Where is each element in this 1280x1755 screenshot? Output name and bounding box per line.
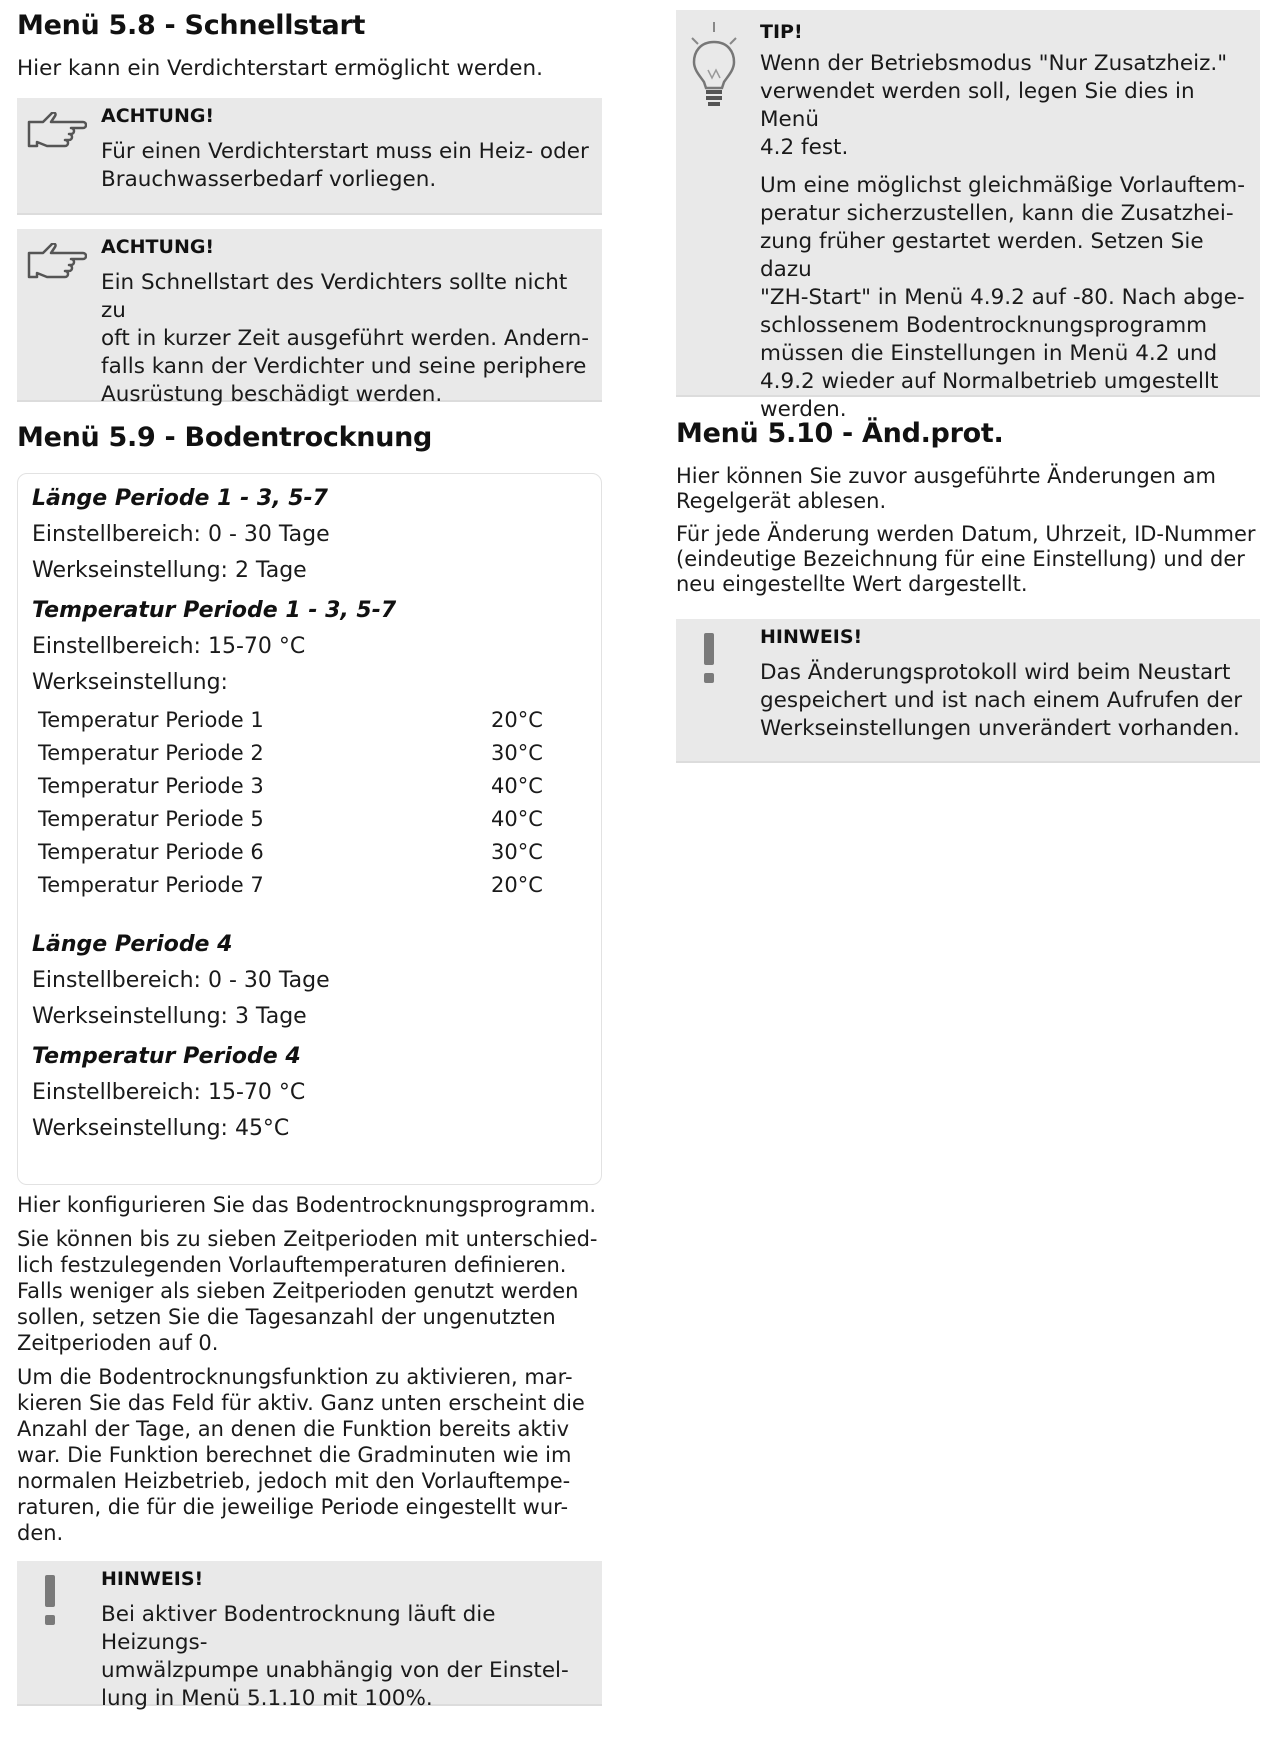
callout-line: Ausrüstung beschädigt werden.: [101, 382, 443, 407]
callout-title: HINWEIS!: [101, 1568, 204, 1590]
setting-range: Einstellbereich: 0 - 30 Tage: [32, 522, 330, 547]
pointing-hand-icon: [25, 243, 87, 287]
callout-title: HINWEIS!: [760, 626, 863, 648]
callout-line: Für einen Verdichterstart muss ein Heiz- oder: [101, 139, 589, 164]
paragraph-line: kieren Sie das Feld für aktiv. Ganz unten erscheint die: [17, 1391, 585, 1415]
setting-heading: Temperatur Periode 1 - 3, 5-7: [32, 598, 397, 623]
period-value: 20°C: [491, 708, 543, 732]
period-value: 30°C: [491, 840, 543, 864]
intro-menu-5-8: Hier kann ein Verdichterstart ermöglicht werden.: [17, 56, 543, 81]
callout-line: lung in Menü 5.1.10 mit 100%.: [101, 1686, 433, 1711]
heading-menu-5-10: Menü 5.10 - Änd.prot.: [676, 418, 1004, 449]
callout-line: 4.2 fest.: [760, 135, 849, 160]
paragraph-line: Um die Bodentrocknungsfunktion zu aktivieren, mar-: [17, 1365, 573, 1389]
paragraph-line: neu eingestellte Wert dargestellt.: [676, 572, 1028, 596]
callout-line: umwälzpumpe unabhängig von der Einstel-: [101, 1658, 569, 1683]
setting-range: Einstellbereich: 15-70 °C: [32, 634, 306, 659]
exclamation-icon: [41, 1575, 59, 1631]
setting-heading: Länge Periode 4: [32, 932, 233, 957]
callout-line: gespeichert und ist nach einem Aufrufen der: [760, 688, 1243, 713]
exclamation-icon: [700, 633, 718, 689]
callout-line: "ZH-Start" in Menü 4.9.2 auf -80. Nach abge-: [760, 285, 1245, 310]
callout-line: Um eine möglichst gleichmäßige Vorlauftem-: [760, 173, 1245, 198]
callout-line: verwendet werden soll, legen Sie dies in Menü: [760, 79, 1195, 132]
period-value: 40°C: [491, 774, 543, 798]
paragraph-line: (eindeutige Bezeichnung für eine Einstellung) und der: [676, 547, 1245, 571]
setting-heading: Temperatur Periode 4: [32, 1044, 301, 1069]
callout-line: falls kann der Verdichter und seine periphere: [101, 354, 587, 379]
paragraph-line: sollen, setzen Sie die Tagesanzahl der ungenutzten: [17, 1305, 556, 1329]
period-value: 20°C: [491, 873, 543, 897]
heading-menu-5-9: Menü 5.9 - Bodentrocknung: [17, 422, 433, 453]
paragraph-line: Zeitperioden auf 0.: [17, 1331, 219, 1355]
paragraph-line: lich festzulegenden Vorlauftemperaturen definieren.: [17, 1253, 567, 1277]
paragraph-line: Für jede Änderung werden Datum, Uhrzeit, ID-Nummer: [676, 522, 1256, 546]
paragraph-block: [17, 1192, 617, 1546]
paragraph-line: Regelgerät ablesen.: [676, 489, 887, 513]
period-name: Temperatur Periode 2: [38, 741, 264, 765]
callout-line: Wenn der Betriebsmodus "Nur Zusatzheiz.": [760, 51, 1228, 76]
callout-body: [101, 269, 594, 409]
lightbulb-icon: [684, 20, 744, 114]
setting-heading: Länge Periode 1 - 3, 5-7: [32, 486, 328, 511]
tip-paragraph-2: [760, 172, 1252, 424]
callout-title: ACHTUNG!: [101, 236, 215, 258]
paragraph-block: [676, 464, 1260, 597]
period-value: 40°C: [491, 807, 543, 831]
callout-line: werden.: [760, 397, 847, 422]
paragraph-line: Sie können bis zu sieben Zeitperioden mit unterschied-: [17, 1227, 598, 1251]
heading-menu-5-8: Menü 5.8 - Schnellstart: [17, 10, 366, 41]
callout-body: [101, 1601, 594, 1713]
pointing-hand-icon: [25, 112, 87, 156]
callout-line: peratur sicherzustellen, kann die Zusatzhei-: [760, 201, 1234, 226]
callout-line: müssen die Einstellungen in Menü 4.2 und: [760, 341, 1218, 366]
paragraph-line: war. Die Funktion berechnet die Gradminuten wie im: [17, 1443, 572, 1467]
tip-paragraph-1: [760, 50, 1252, 162]
callout-line: 4.9.2 wieder auf Normalbetrieb umgestellt: [760, 369, 1219, 394]
paragraph-line: raturen, die für die jeweilige Periode eingestellt wur-: [17, 1495, 569, 1519]
callout-title: TIP!: [760, 21, 803, 43]
period-name: Temperatur Periode 1: [38, 708, 264, 732]
period-name: Temperatur Periode 7: [38, 873, 264, 897]
setting-default: Werkseinstellung: 45°C: [32, 1116, 290, 1141]
callout-line: Brauchwasserbedarf vorliegen.: [101, 167, 437, 192]
callout-line: zung früher gestartet werden. Setzen Sie dazu: [760, 229, 1204, 282]
callout-line: Bei aktiver Bodentrocknung läuft die Heizungs-: [101, 1602, 496, 1655]
hinweis-callout-right: [676, 619, 1260, 763]
period-temperature-table: [38, 704, 587, 902]
table-row: [38, 869, 587, 902]
table-row: [38, 704, 587, 737]
period-name: Temperatur Periode 6: [38, 840, 264, 864]
callout-line: schlossenem Bodentrocknungsprogramm: [760, 313, 1208, 338]
settings-box-bodentrocknung: [17, 473, 602, 1185]
setting-default: Werkseinstellung:: [32, 670, 228, 695]
achtung-callout-1: [17, 98, 602, 215]
paragraph-line: normalen Heizbetrieb, jedoch mit den Vorlauftempe-: [17, 1469, 571, 1493]
paragraph-line: Anzahl der Tage, an denen die Funktion bereits aktiv: [17, 1417, 570, 1441]
table-row: [38, 836, 587, 869]
paragraph-line: Hier können Sie zuvor ausgeführte Änderungen am: [676, 464, 1216, 488]
callout-line: Ein Schnellstart des Verdichters sollte nicht zu: [101, 270, 568, 323]
hinweis-callout-left: [17, 1561, 602, 1711]
callout-body: [101, 138, 594, 194]
setting-range: Einstellbereich: 15-70 °C: [32, 1080, 306, 1105]
setting-default: Werkseinstellung: 3 Tage: [32, 1004, 307, 1029]
callout-line: Werkseinstellungen unverändert vorhanden.: [760, 716, 1240, 741]
table-row: [38, 803, 587, 836]
paragraph-line: Hier konfigurieren Sie das Bodentrocknungsprogramm.: [17, 1193, 597, 1217]
period-name: Temperatur Periode 3: [38, 774, 264, 798]
callout-line: oft in kurzer Zeit ausgeführt werden. Andern-: [101, 326, 589, 351]
callout-body: [760, 659, 1252, 743]
period-name: Temperatur Periode 5: [38, 807, 264, 831]
paragraph-line: Falls weniger als sieben Zeitperioden genutzt werden: [17, 1279, 579, 1303]
tip-callout: [676, 10, 1260, 422]
paragraph-line: den.: [17, 1521, 64, 1545]
achtung-callout-2: [17, 229, 602, 407]
callout-line: Das Änderungsprotokoll wird beim Neustart: [760, 660, 1231, 685]
callout-title: ACHTUNG!: [101, 105, 215, 127]
period-value: 30°C: [491, 741, 543, 765]
setting-range: Einstellbereich: 0 - 30 Tage: [32, 968, 330, 993]
setting-default: Werkseinstellung: 2 Tage: [32, 558, 307, 583]
table-row: [38, 737, 587, 770]
table-row: [38, 770, 587, 803]
